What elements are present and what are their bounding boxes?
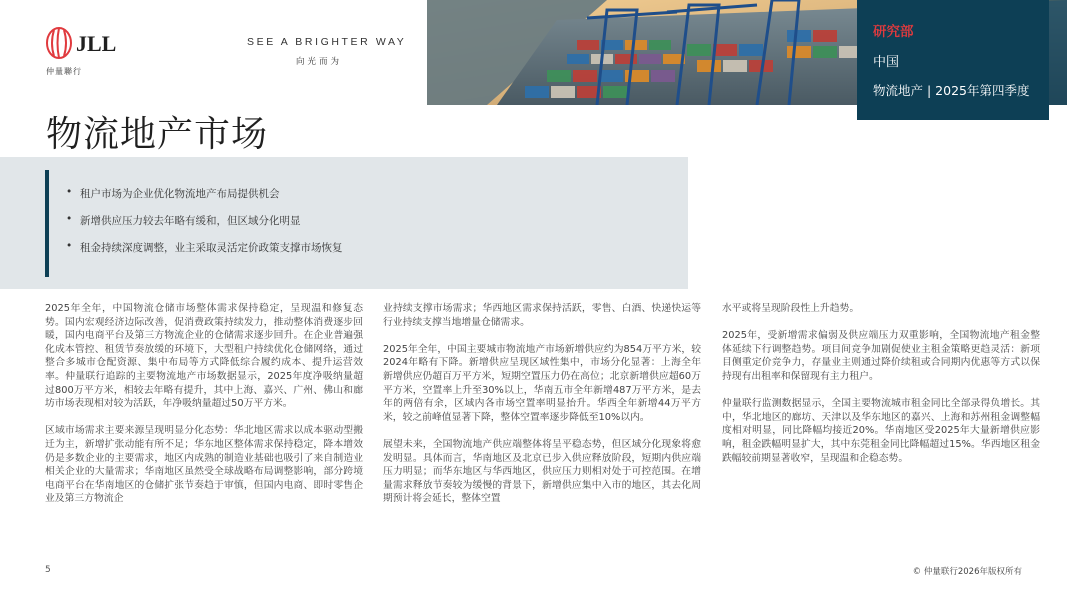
body-column-3: [722, 302, 1040, 479]
body-paragraph: 区域市场需求主要来源呈现明显分化态势：华北地区需求以成本驱动型搬迁为主，新增扩张动能有所不足；华东地区整体需求保持稳定，降本增效仍是多数企业的主要需求，地区内成熟的制造业基础也吸引了来自制造业相关企业的大量需求；华南地区虽然受全球战略布局调整影响，部分跨境电商平台在华南地区的仓储扩张节奏趋于审慎，但国内电商、即时零售企业及第三方物流企: [45, 425, 363, 505]
copyright-notice: © 仲量联行2026年版权所有: [912, 567, 1022, 577]
body-paragraph: 水平或将呈现阶段性上升趋势。: [722, 303, 860, 314]
body-paragraph: 仲量联行监测数据显示，全国主要物流城市租金同比全部录得负增长。其中，华北地区的廊坊、天津以及华东地区的嘉兴、上海和苏州租金调整幅度相对明显，同比降幅均接近20%。华南地区受2025年大量新增供应影响，租金跌幅明显扩大，其中东莞租金同比降幅超过15%。华西地区租金跌幅较前期显著收窄，呈现温和企稳态势。: [722, 398, 1040, 464]
highlight-item: • 租金持续深度调整，业主采取灵活定价政策支撑市场恢复: [66, 240, 343, 267]
highlight-accent-bar: [45, 170, 49, 277]
body-paragraph: 展望未来，全国物流地产供应端整体将呈平稳态势，但区域分化现象将愈发明显。具体而言，华南地区及北京已步入供应释放阶段，短期内供应端压力明显；而华东地区与华西地区，供应压力则相对处于可控范围。在增量需求释放节奏较为缓慢的背景下，新增供应集中入市的地区，其去化周期预计将会延长，整体空置: [383, 438, 701, 505]
highlight-list: [66, 186, 343, 267]
page-title: 物流地产市场: [46, 114, 269, 155]
tagline-chinese: 向光而为: [296, 57, 343, 67]
logo-wordmark: JLL: [76, 31, 117, 56]
body-paragraph: 2025年全年，中国主要城市物流地产市场新增供应约为854万平方米，较2024年略有下降。新增供应呈现区域性集中，市场分化显著：上海全年新增供应仍超百万平方米，短期空置压力仍在高位；北京新增供应超60万平方米，空置率上升至30%以上，华南五市全年新增487万平方米，是去年的两倍有余，区域内各市场空置率明显抬升。华西全年新增44万平方米，较之前峰值显著下降，整体空置率逐步降低至10%以内。: [383, 343, 701, 423]
report-period: 物流地产 | 2025年第四季度: [873, 83, 1030, 98]
body-paragraph: 2025年，受新增需求偏弱及供应端压力双重影响，全国物流地产租金整体延续下行调整趋势。项目间竞争加剧促使业主租金策略更趋灵活：新项目侧重定价竞争力，存量业主则通过降价续租或合同期内优惠等方式以保持现有出租率和保留现有主力租户。: [722, 330, 1040, 382]
department-label: 研究部: [873, 24, 914, 40]
key-highlights-panel: [0, 157, 688, 289]
tagline: SEE A BRIGHTER WAY: [247, 36, 407, 48]
highlight-item: • 新增供应压力较去年略有缓和，但区域分化明显: [66, 213, 343, 240]
body-paragraph: 业持续支撑市场需求；华西地区需求保持活跃，零售、白酒、快递快运等行业持续支撑当地增量仓储需求。: [383, 303, 701, 328]
page-number: 5: [45, 565, 51, 575]
body-column-1: [45, 302, 363, 520]
jll-logo-mark-icon: [46, 27, 72, 59]
body-paragraph: 2025年全年，中国物流仓储市场整体需求保持稳定，呈现温和修复态势。国内宏观经济边际改善，促消费政策持续发力，推动整体消费逐步回暖，国内电商平台及第三方物流企业的仓储需求逐步回升。在企业普遍强化成本管控、租赁节奏放缓的环境下，大型租户持续优化仓储网络，通过整合多城市仓配资源、集中布局等方式降低综合履约成本、提升运营效率。仲量联行追踪的主要物流地产市场数据显示，2025年度净吸纳量超过800万平方米，相较去年略有提升，其中上海、嘉兴、广州、佛山和廊坊市场表现相对较为活跃，年净吸纳量超过50万平方米。: [45, 303, 363, 410]
region-label: 中国: [873, 55, 900, 70]
jll-logo: [46, 27, 116, 77]
logo-subtitle: 仲量聯行: [46, 67, 82, 76]
report-info-box: [857, 0, 1049, 120]
body-column-2: [383, 302, 701, 520]
highlight-item: • 租户市场为企业优化物流地产布局提供机会: [66, 186, 343, 213]
